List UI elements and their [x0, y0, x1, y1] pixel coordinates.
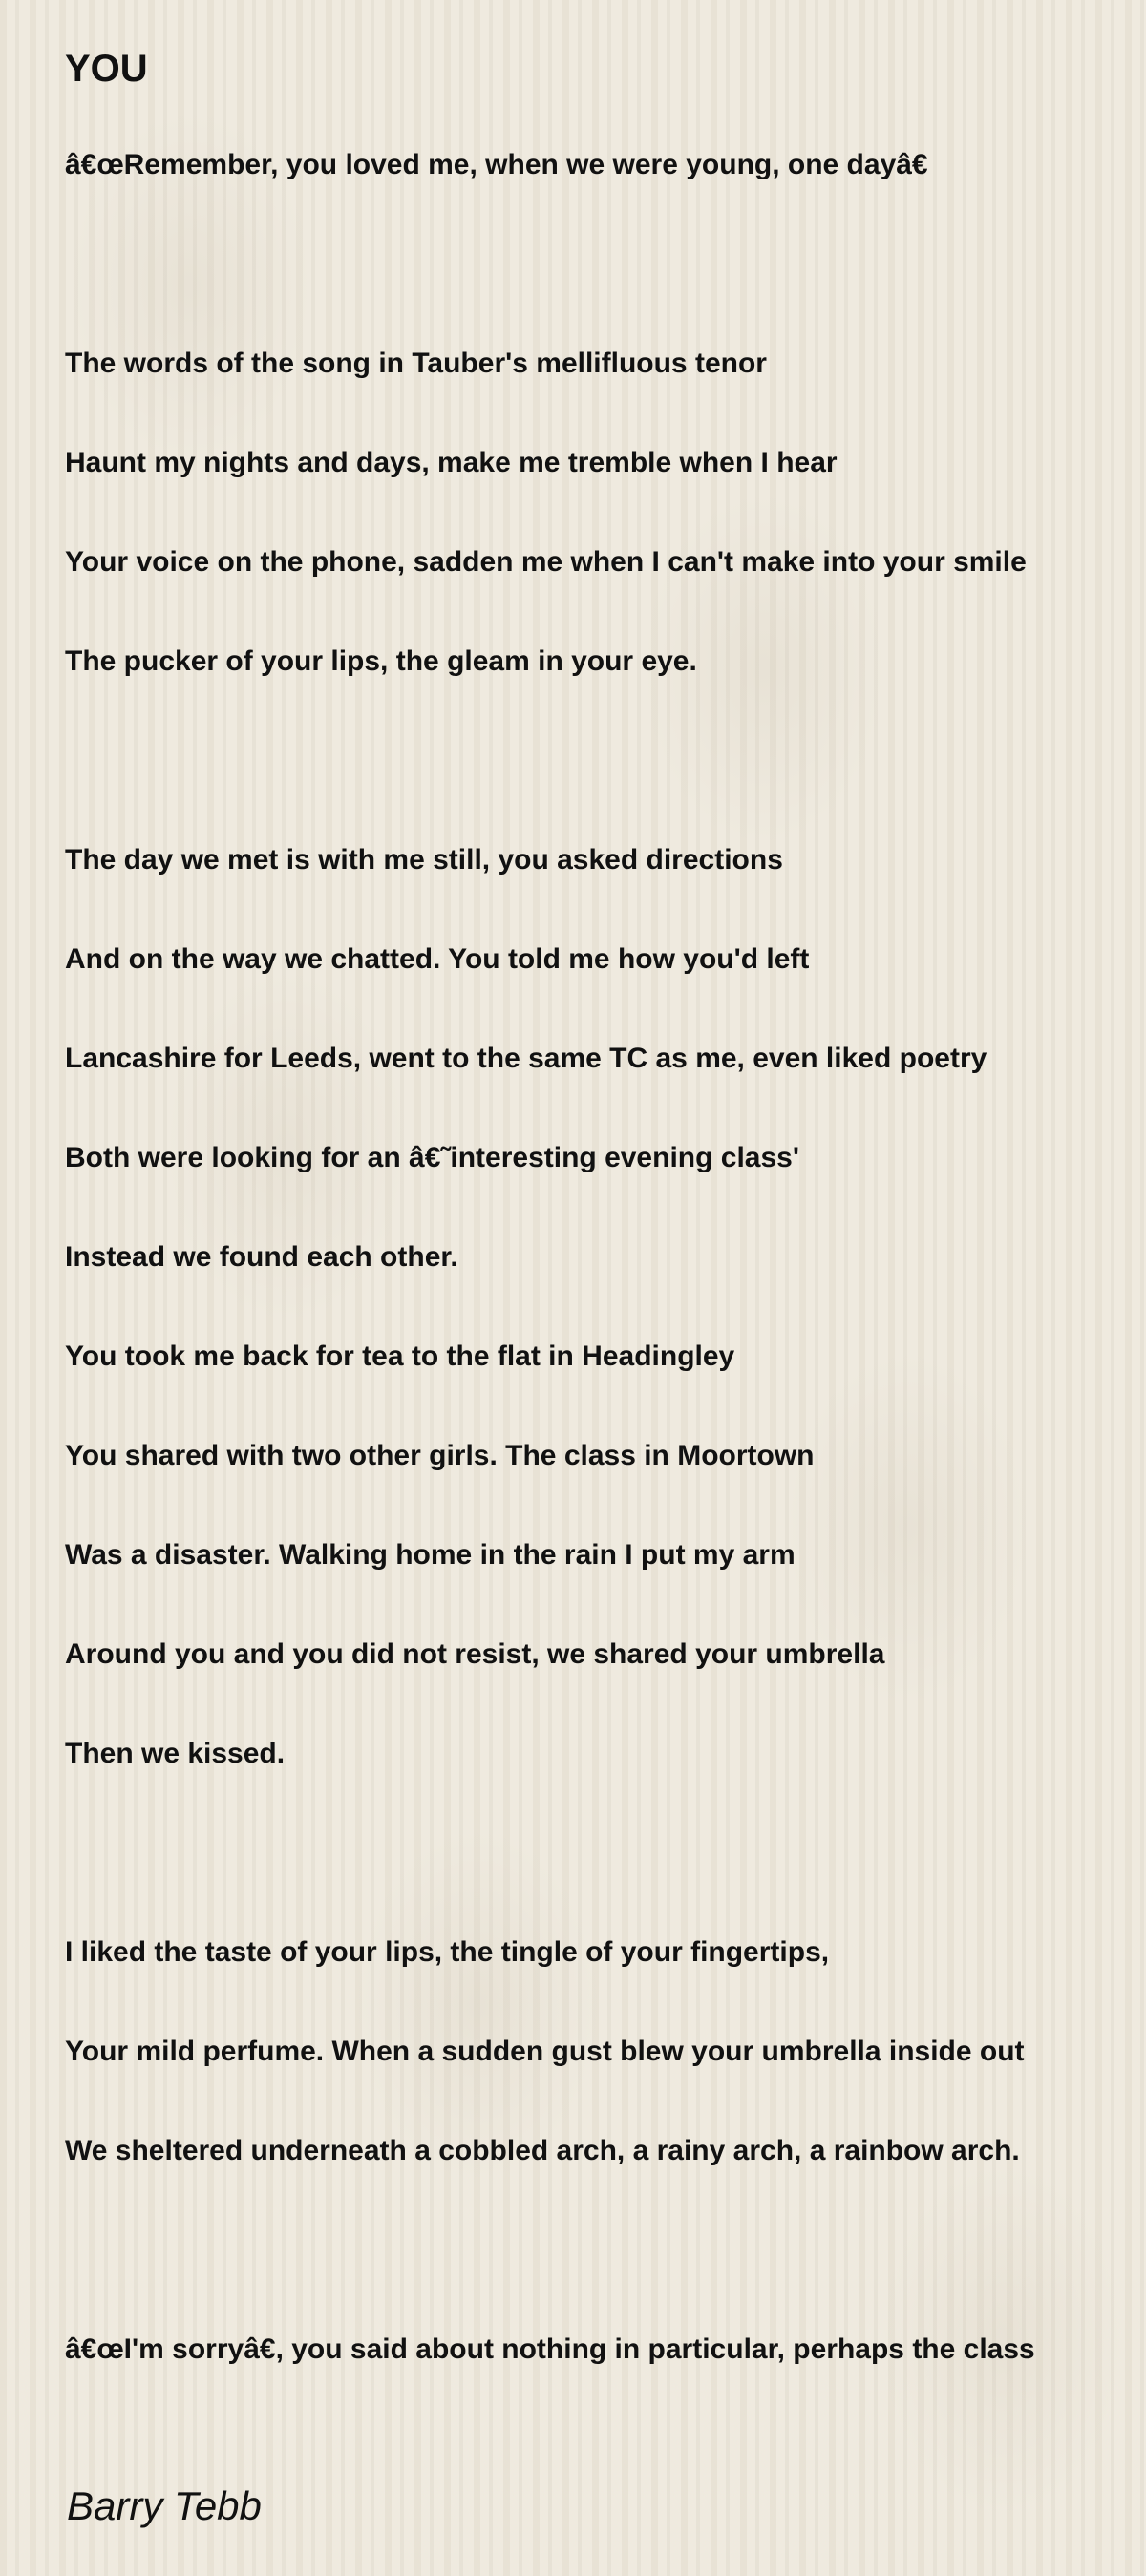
poem-line: Your mild perfume. When a sudden gust blew your umbrella inside out: [65, 2036, 1025, 2067]
poem-line: Both were looking for an â€˜interesting evening class': [65, 1142, 799, 1173]
poem-line: The pucker of your lips, the gleam in your eye.: [65, 645, 697, 677]
poem-line: You shared with two other girls. The class in Moortown: [65, 1440, 815, 1471]
poem-title: YOU: [65, 48, 148, 90]
poem-line: Instead we found each other.: [65, 1241, 458, 1273]
poem-line: And on the way we chatted. You told me how you'd left: [65, 943, 810, 975]
poem-line: You took me back for tea to the flat in Headingley: [65, 1341, 735, 1372]
poem-line: Haunt my nights and days, make me tremble when I hear: [65, 447, 838, 478]
poem-line: The words of the song in Tauber's mellifluous tenor: [65, 348, 767, 379]
poem-line: â€œRemember, you loved me, when we were young, one dayâ€: [65, 149, 928, 180]
poem-line: I liked the taste of your lips, the tingle of your fingertips,: [65, 1936, 830, 1968]
poem-line: â€œI'm sorryâ€, you said about nothing in particular, perhaps the class: [65, 2333, 1035, 2365]
poem-line: The day we met is with me still, you asked directions: [65, 844, 783, 876]
poem-line: We sheltered underneath a cobbled arch, a rainy arch, a rainbow arch.: [65, 2135, 1020, 2166]
poem-line: Lancashire for Leeds, went to the same TC as me, even liked poetry: [65, 1043, 987, 1074]
poem-author: Barry Tebb: [67, 2483, 262, 2528]
poem-line: Your voice on the phone, sadden me when I can't make into your smile: [65, 546, 1027, 578]
poem-line: Around you and you did not resist, we shared your umbrella: [65, 1638, 885, 1670]
poem-line: Then we kissed.: [65, 1738, 286, 1769]
poem-line: Was a disaster. Walking home in the rain I put my arm: [65, 1539, 796, 1571]
